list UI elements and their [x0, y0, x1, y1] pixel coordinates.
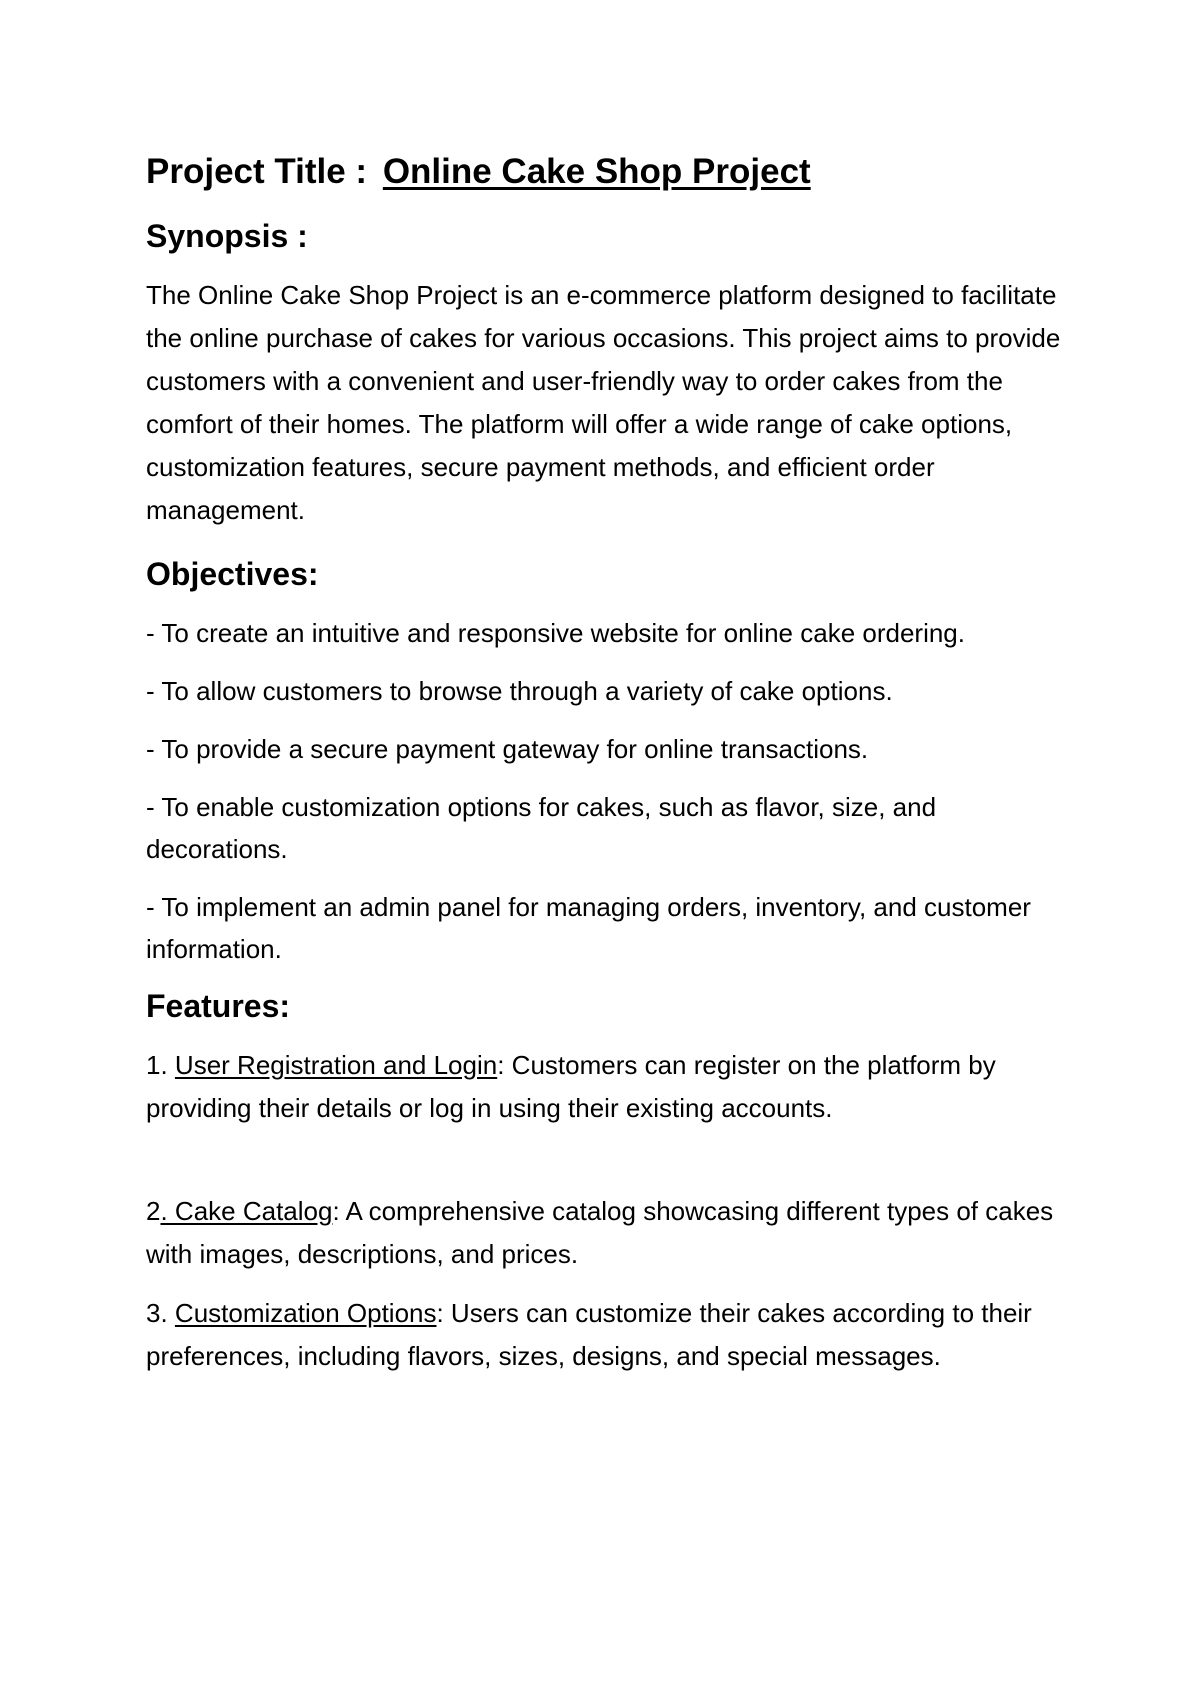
project-title-label: Project Title :	[146, 152, 368, 191]
document-content	[146, 150, 1076, 1394]
feature-description: : A comprehensive catalog showcasing different types of cakes with images, descriptions, and prices.	[146, 1196, 1054, 1269]
objective-item: - To allow customers to browse through a variety of cake options.	[146, 676, 893, 706]
objective-item: - To provide a secure payment gateway for online transactions.	[146, 734, 869, 764]
project-title	[146, 150, 1076, 194]
synopsis-heading: Synopsis :	[146, 218, 308, 254]
project-title-value: Online Cake Shop Project	[382, 152, 811, 191]
feature-number: 3.	[146, 1298, 175, 1328]
features-heading: Features:	[146, 988, 291, 1024]
feature-name: Customization Options	[174, 1298, 437, 1328]
feature-item	[146, 1044, 1076, 1130]
synopsis-paragraph: The Online Cake Shop Project is an e-commerce platform designed to facilitate the online purchase of cakes for various occasions. This project aims to provide customers with a convenient and user-friendly way to order cakes from the comfort of their homes. The platform will offer a wide range of cake options, customization features, secure payment methods, and efficient order management.	[146, 280, 1061, 525]
objective-item: - To enable customization options for cakes, such as flavor, size, and decorations.	[146, 792, 937, 864]
objective-item: - To implement an admin panel for managing orders, inventory, and customer information.	[146, 892, 1031, 964]
feature-number: 1.	[146, 1050, 175, 1080]
feature-item	[146, 1292, 1076, 1378]
feature-item	[146, 1190, 1076, 1276]
feature-name: User Registration and Login	[174, 1050, 498, 1080]
feature-description: : Users can customize their cakes according to their preferences, including flavors, sizes, designs, and special messages.	[146, 1298, 1032, 1371]
feature-description: : Customers can register on the platform by providing their details or log in using their existing accounts.	[146, 1050, 996, 1123]
objectives-heading: Objectives:	[146, 556, 319, 592]
feature-name: . Cake Catalog	[160, 1196, 333, 1226]
objective-item: - To create an intuitive and responsive website for online cake ordering.	[146, 618, 965, 648]
feature-number: 2	[146, 1196, 161, 1226]
